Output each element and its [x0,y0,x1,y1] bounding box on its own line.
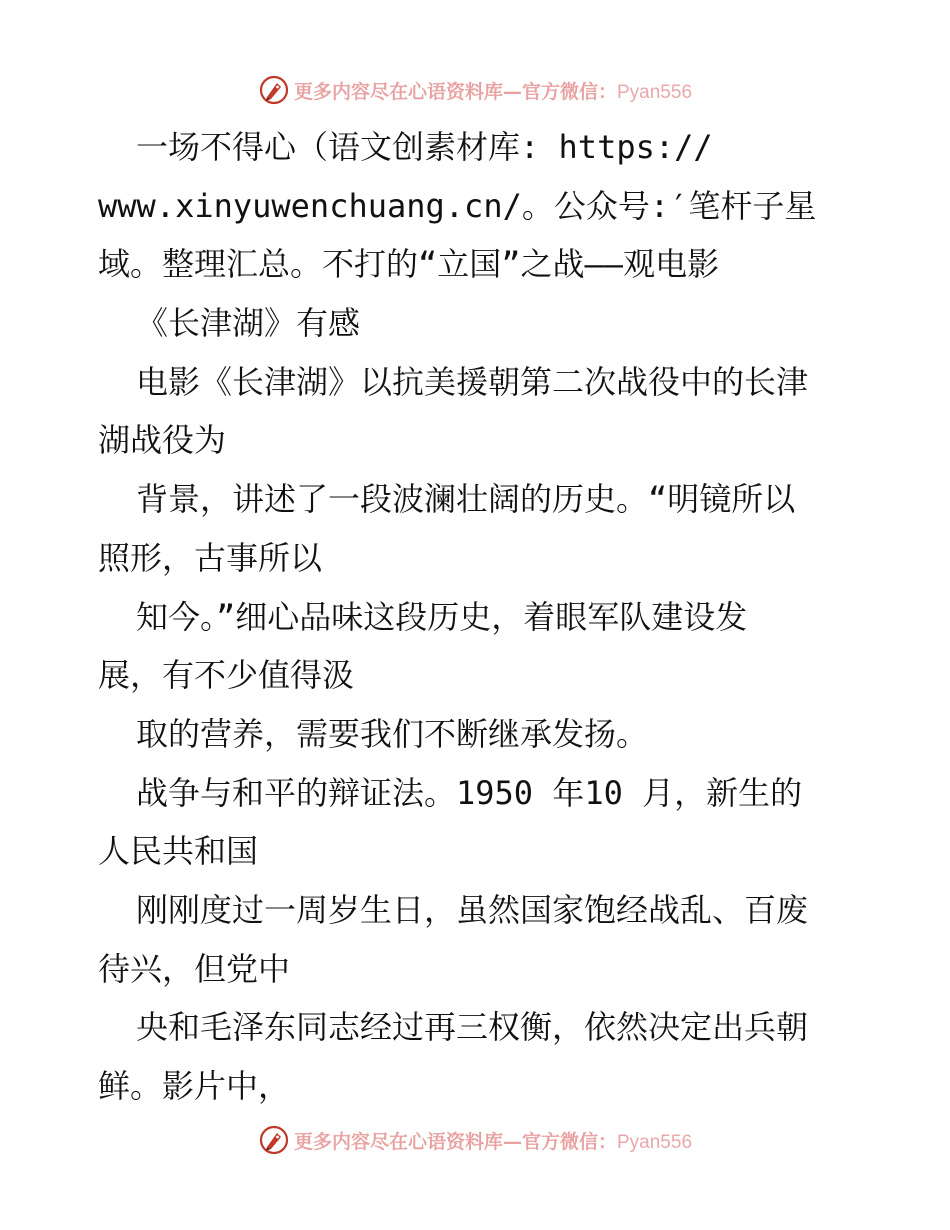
body-line: 鲜。影片中， [98,1067,291,1105]
body-line: www.xinyuwenchuang.cn/。公众号:′笔杆子星 [98,186,817,225]
body-line: 电影《长津湖》以抗美援朝第二次战役中的长津 [136,362,809,401]
body-line: 取的营养，需要我们不断继承发扬。 [136,714,649,753]
body-line: 一场不得心（语文创素材库: https:// [136,128,713,166]
body-line: 湖战役为 [98,421,227,460]
footer-banner [0,1120,950,1160]
body-line: 照形，古事所以 [98,538,323,577]
body-line: 刚刚度过一周岁生日，虽然国家饱经战乱、百废 [136,890,809,929]
footer-text [294,1127,692,1154]
body-line: 展，有不少值得汲 [98,656,355,695]
footer-wechat-id: Pyan556 [617,1131,693,1153]
header-banner [0,70,950,110]
body-line: 待兴，但党中 [98,949,291,988]
body-line: 央和毛泽东同志经过再三权衡，依然决定出兵朝 [136,1008,809,1047]
pen-nib-logo-icon [258,1124,290,1156]
body-line: 人民共和国 [98,832,259,871]
header-wechat-id: Pyan556 [617,81,693,103]
body-line: 域。整理汇总。不打的“立国”之战——观电影 [98,245,720,284]
body-line: 《长津湖》有感 [136,304,361,343]
pen-nib-logo-icon [258,74,290,106]
body-line: 战争与和平的辩证法。1950 年10 月，新生的 [136,773,803,812]
body-line: 知今。”细心品味这段历史，着眼军队建设发 [136,597,748,636]
footer-text-cn: 更多内容尽在心语资料库—官方微信： [293,1130,617,1153]
body-line: 背景，讲述了一段波澜壮阔的历史。“明镜所以 [136,480,796,519]
header-text-cn: 更多内容尽在心语资料库—官方微信： [293,80,617,103]
article-body [98,118,858,1116]
header-text [294,77,692,104]
